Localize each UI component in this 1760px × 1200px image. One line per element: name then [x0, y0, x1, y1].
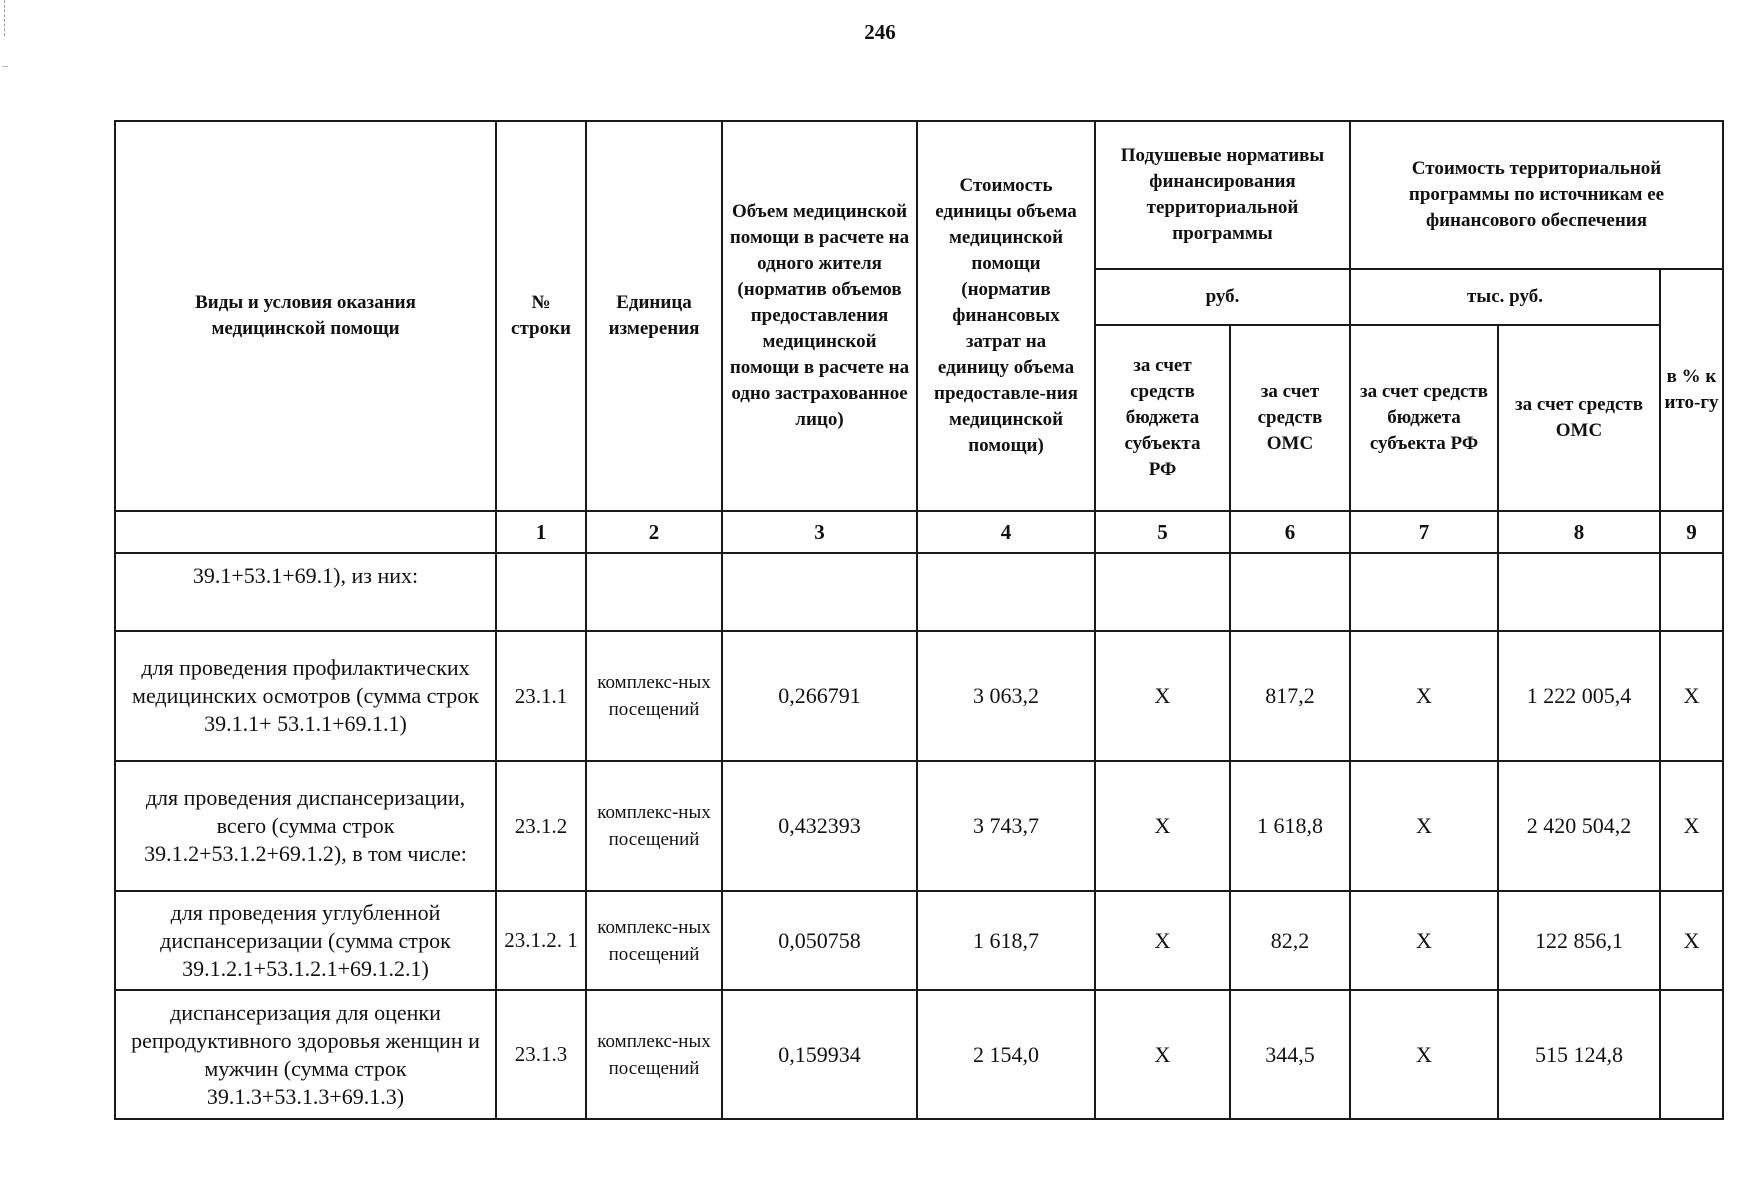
header-volume: Объем медицинской помощи в расчете на одного жителя (норматив объемов предоставления медицинской помощи в расчете на одно застрахованное лицо) [722, 121, 917, 511]
row-unit: комплекс-ных посещений [586, 891, 722, 990]
row-cost: 3 063,2 [917, 631, 1095, 761]
row-budget-total [1350, 553, 1498, 631]
row-budget-percapita: X [1095, 990, 1230, 1119]
row-budget-total: X [1350, 631, 1498, 761]
row-budget-percapita: X [1095, 631, 1230, 761]
row-oms-percapita: 344,5 [1230, 990, 1350, 1119]
row-percent: X [1660, 891, 1723, 990]
header-rownum: № строки [496, 121, 586, 511]
row-percent: X [1660, 761, 1723, 891]
row-number [496, 553, 586, 631]
row-oms-percapita: 817,2 [1230, 631, 1350, 761]
header-unit: Единица измерения [586, 121, 722, 511]
row-oms-total: 122 856,1 [1498, 891, 1660, 990]
column-number [115, 511, 496, 553]
header-group-program: Стоимость территориальной программы по источникам ее финансового обеспечения [1350, 121, 1723, 269]
row-name: 39.1+53.1+69.1), из них: [115, 553, 496, 631]
table-row [115, 891, 1723, 990]
row-unit: комплекс-ных посещений [586, 761, 722, 891]
column-number: 5 [1095, 511, 1230, 553]
table-header [115, 121, 1723, 511]
row-name: для проведения углубленной диспансеризации (сумма строк 39.1.2.1+53.1.2.1+69.1.2.1) [115, 891, 496, 990]
row-volume [722, 553, 917, 631]
header-kinds: Виды и условия оказания медицинской помощи [115, 121, 496, 511]
header-rub: руб. [1095, 269, 1350, 325]
column-number: 7 [1350, 511, 1498, 553]
row-oms-percapita [1230, 553, 1350, 631]
row-unit: комплекс-ных посещений [586, 990, 722, 1119]
row-budget-percapita: X [1095, 891, 1230, 990]
row-oms-percapita: 82,2 [1230, 891, 1350, 990]
row-percent [1660, 990, 1723, 1119]
row-unit: комплекс-ных посещений [586, 631, 722, 761]
row-oms-total: 2 420 504,2 [1498, 761, 1660, 891]
row-name: диспансеризация для оценки репродуктивного здоровья женщин и мужчин (сумма строк 39.1.3+53.1.3+69.1.3) [115, 990, 496, 1119]
row-cost [917, 553, 1095, 631]
header-budget-subject: за счет средств бюджета субъекта РФ [1095, 325, 1230, 511]
column-number: 8 [1498, 511, 1660, 553]
row-volume: 0,266791 [722, 631, 917, 761]
header-thous-rub: тыс. руб. [1350, 269, 1660, 325]
row-budget-percapita [1095, 553, 1230, 631]
header-group-percapita: Подушевые нормативы финансирования территориальной программы [1095, 121, 1350, 269]
row-budget-total: X [1350, 990, 1498, 1119]
row-number: 23.1.2. 1 [496, 891, 586, 990]
row-oms-total: 1 222 005,4 [1498, 631, 1660, 761]
row-number: 23.1.1 [496, 631, 586, 761]
row-number: 23.1.2 [496, 761, 586, 891]
financing-table [114, 120, 1724, 1120]
header-budget-subject-rf: за счет средств бюджета субъекта РФ [1350, 325, 1498, 511]
header-oms-funds: за счет средств ОМС [1230, 325, 1350, 511]
row-cost: 3 743,7 [917, 761, 1095, 891]
table-row [115, 761, 1723, 891]
table-row [115, 990, 1723, 1119]
column-number: 1 [496, 511, 586, 553]
row-unit [586, 553, 722, 631]
page-number: 246 [864, 20, 896, 44]
row-cost: 1 618,7 [917, 891, 1095, 990]
column-number: 3 [722, 511, 917, 553]
table-body [115, 553, 1723, 1119]
row-oms-total [1498, 553, 1660, 631]
row-budget-percapita: X [1095, 761, 1230, 891]
row-number: 23.1.3 [496, 990, 586, 1119]
table-row [115, 553, 1723, 631]
scan-edge-tick [2, 66, 8, 67]
row-budget-total: X [1350, 761, 1498, 891]
row-oms-total: 515 124,8 [1498, 990, 1660, 1119]
row-percent: X [1660, 631, 1723, 761]
column-number: 9 [1660, 511, 1723, 553]
table-row [115, 631, 1723, 761]
column-number-row [115, 511, 1723, 553]
row-volume: 0,432393 [722, 761, 917, 891]
row-name: для проведения диспансеризации, всего (сумма строк 39.1.2+53.1.2+69.1.2), в том числе: [115, 761, 496, 891]
column-number: 4 [917, 511, 1095, 553]
row-volume: 0,159934 [722, 990, 917, 1119]
header-oms-funds-2: за счет средств ОМС [1498, 325, 1660, 511]
header-percent-total: в % к ито-гу [1660, 269, 1723, 511]
row-percent [1660, 553, 1723, 631]
column-number: 2 [586, 511, 722, 553]
row-oms-percapita: 1 618,8 [1230, 761, 1350, 891]
row-budget-total: X [1350, 891, 1498, 990]
row-cost: 2 154,0 [917, 990, 1095, 1119]
column-number: 6 [1230, 511, 1350, 553]
row-name: для проведения профилактических медицинских осмотров (сумма строк 39.1.1+ 53.1.1+69.1.1) [115, 631, 496, 761]
row-volume: 0,050758 [722, 891, 917, 990]
header-cost: Стоимость единицы объема медицинской помощи (норматив финансовых затрат на единицу объема предоставле-ния медицинской помощи) [917, 121, 1095, 511]
